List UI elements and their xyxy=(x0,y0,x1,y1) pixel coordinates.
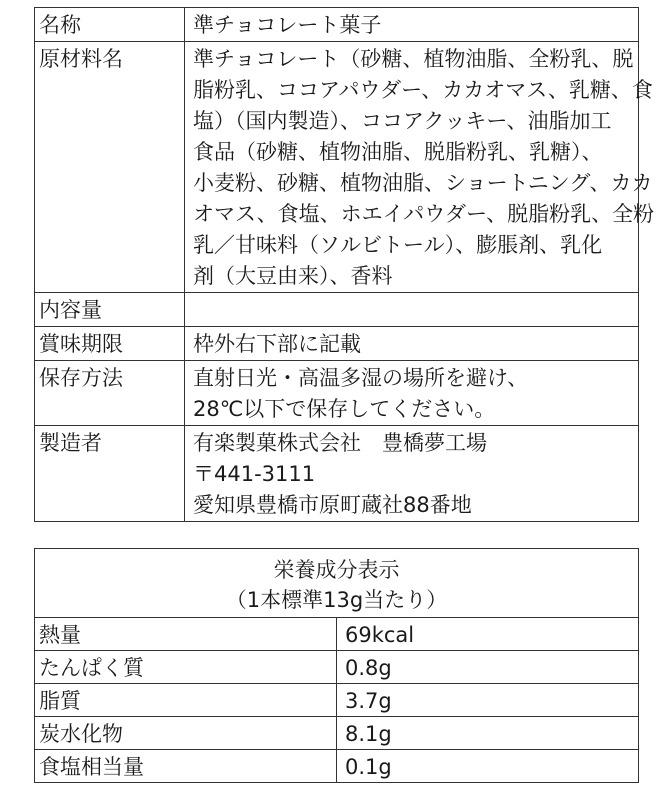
nutrient-value: 69kcal xyxy=(337,618,639,651)
value-line: 食品（砂糖、植物油脂、脱脂粉乳、乳糖）、 xyxy=(193,140,603,164)
nutrition-subtitle: （1本標準13g当たり） xyxy=(225,588,448,612)
row-label: 内容量 xyxy=(35,293,185,327)
value-line: 〒441-3111 xyxy=(193,462,316,486)
value-line: 準チョコレート（砂糖、植物油脂、全粉乳、脱 xyxy=(193,47,634,71)
nutrient-value: 0.8g xyxy=(337,651,639,684)
row-label: 製造者 xyxy=(35,426,185,522)
nutrient-label: 脂質 xyxy=(35,684,337,717)
nutrient-value: 0.1g xyxy=(337,750,639,783)
value-line: 直射日光・高温多湿の場所を避け、 xyxy=(193,366,529,390)
nutrition-row-energy xyxy=(35,618,639,651)
table-row-storage xyxy=(35,361,639,426)
row-value xyxy=(185,42,655,293)
row-value xyxy=(185,327,639,361)
nutrition-facts-table xyxy=(34,548,639,783)
value-line xyxy=(193,295,630,326)
row-value xyxy=(185,293,639,327)
row-value xyxy=(185,426,639,522)
nutrient-value: 3.7g xyxy=(337,684,639,717)
value-line: オマス、食塩、ホエイパウダー、脱脂粉乳、全粉 xyxy=(193,202,655,226)
value-line: 枠外右下部に記載 xyxy=(193,332,361,356)
nutrient-label: 食塩相当量 xyxy=(35,750,337,783)
nutrition-title: 栄養成分表示 xyxy=(273,558,400,582)
nutrient-label: たんぱく質 xyxy=(35,651,337,684)
row-value xyxy=(185,361,639,426)
table-row-name xyxy=(35,8,639,42)
value-line: 乳／甘味料（ソルビトール）、膨脹剤、乳化 xyxy=(193,233,603,257)
nutrition-row-protein xyxy=(35,651,639,684)
value-line: 準チョコレート菓子 xyxy=(193,13,382,37)
nutrient-label: 炭水化物 xyxy=(35,717,337,750)
table-row-net-content xyxy=(35,293,639,327)
value-line: 小麦粉、砂糖、植物油脂、ショートニング、カカ xyxy=(193,171,653,195)
value-line: 塩）（国内製造）、ココアクッキー、油脂加工 xyxy=(193,109,612,133)
nutrient-value: 8.1g xyxy=(337,717,639,750)
nutrition-row-fat xyxy=(35,684,639,717)
row-value xyxy=(185,8,639,42)
value-line: 有楽製菓株式会社 豊橋夢工場 xyxy=(193,431,487,455)
row-label: 保存方法 xyxy=(35,361,185,426)
nutrient-label: 熱量 xyxy=(35,618,337,651)
value-line: 愛知県豊橋市原町蔵社88番地 xyxy=(193,493,472,517)
row-label: 原材料名 xyxy=(35,42,185,293)
nutrition-row-salt xyxy=(35,750,639,783)
nutrition-row-carbohydrate xyxy=(35,717,639,750)
table-row-ingredients xyxy=(35,42,639,293)
nutrition-header xyxy=(35,549,639,618)
table-row-manufacturer xyxy=(35,426,639,522)
ingredients-label-table xyxy=(34,7,655,522)
value-line: 剤（大豆由来）、香料 xyxy=(193,264,393,288)
nutrition-header-row xyxy=(35,549,639,618)
value-line: 28℃以下で保存してください。 xyxy=(193,397,496,421)
value-line: 脂粉乳、ココアパウダー、カカオマス、乳糖、食 xyxy=(193,78,653,102)
row-label: 賞味期限 xyxy=(35,327,185,361)
table-row-best-before xyxy=(35,327,639,361)
row-label: 名称 xyxy=(35,8,185,42)
